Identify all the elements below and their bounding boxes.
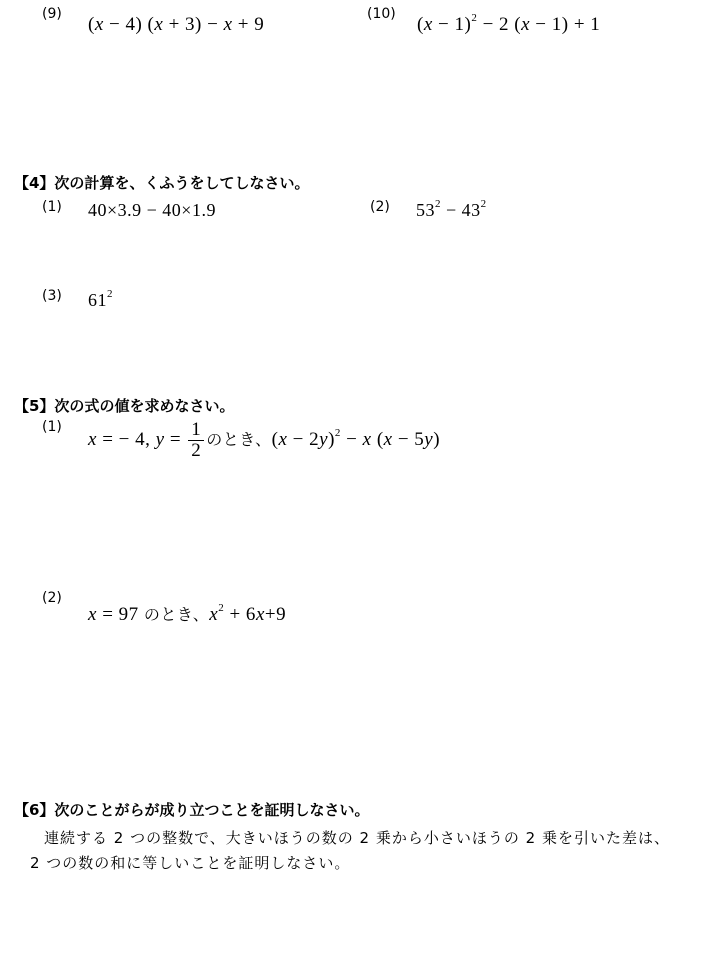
problem-10-expression: $(x - 1)^2 - 2$ (x − 1) + 1 — [417, 12, 601, 35]
section-5-heading: 【5】次の式の値を求めなさい。 — [14, 397, 235, 415]
s5-q2-expression: x = 97 のとき、$x^2 + 6x+9$ — [88, 602, 287, 625]
problem-9-expression: (x − 4) (x + 3) − x + 9 — [88, 14, 265, 35]
s5-q1-number: (1) — [42, 419, 62, 435]
problem-9-number: (9) — [42, 6, 62, 22]
s4-q2-number: (2) — [370, 199, 390, 215]
s4-q1-expression: 40×3.9 − 40×1.9 — [88, 200, 216, 220]
problem-10-number: (10) — [367, 6, 396, 22]
s4-q3-expression: $61^2$ — [88, 288, 113, 310]
s6-text-line-1: 連続する 2 つの整数で、大きいほうの数の 2 乗から小さいほうの 2 乗を引いた差は、 — [44, 829, 670, 847]
section-6-heading: 【6】次のことがらが成り立つことを証明しなさい。 — [14, 801, 370, 819]
s4-q3-number: (3) — [42, 288, 62, 304]
s4-q2-expression: $53^2 - 43^2$ — [416, 198, 487, 220]
s4-q1-number: (1) — [42, 199, 62, 215]
s6-text-line-2: 2 つの数の和に等しいことを証明しなさい。 — [30, 854, 351, 872]
s5-q2-number: (2) — [42, 590, 62, 606]
section-4-heading: 【4】次の計算を、くふうをしてしなさい。 — [14, 174, 310, 192]
fraction-one-half: $\frac{1}{2}$ — [188, 420, 204, 461]
s5-q1-expression: x = − 4, y = $\frac{1}{2}$ のとき、$(x - 2y)^2 - x$ (x − 5y) — [88, 419, 441, 461]
